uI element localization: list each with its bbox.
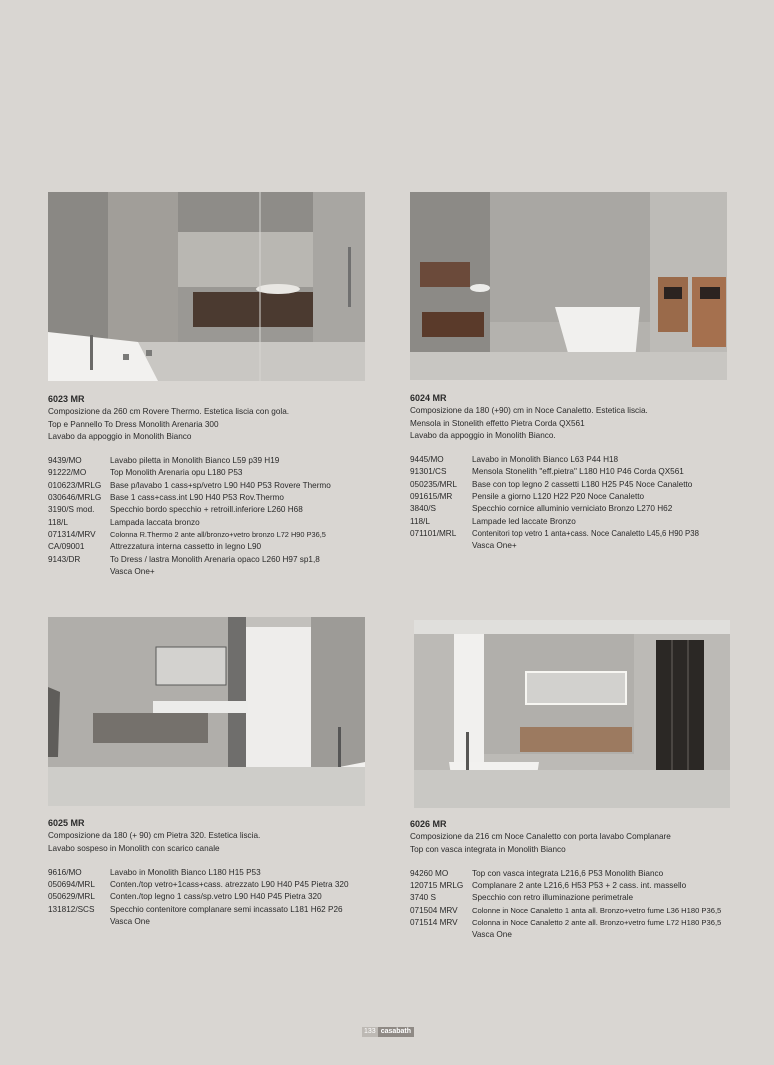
item-text: Top con vasca integrata L216,6 P53 Monolith Bianco — [472, 868, 664, 878]
product-code: 6023 MR — [48, 394, 85, 404]
item-row — [48, 492, 368, 504]
item-text: Specchio cornice alluminio verniciato Bronzo L270 H62 — [472, 504, 673, 514]
item-code: 091615/MR — [410, 492, 453, 502]
item-text: Vasca One+ — [472, 541, 517, 551]
product-code: 6026 MR — [410, 819, 447, 829]
item-row — [48, 504, 368, 516]
item-code: 9439/MO — [48, 456, 82, 466]
item-text: Top Monolith Arenaria opu L180 P53 — [110, 468, 243, 478]
item-text: Base 1 cass+cass.int L90 H40 P53 Rov.Thermo — [110, 493, 284, 503]
item-row — [410, 868, 740, 880]
item-row — [48, 541, 368, 553]
item-code: 071504 MRV — [410, 905, 458, 915]
item-code: 010623/MRLG — [48, 480, 102, 490]
product-desc-line: Top e Pannello To Dress Monolith Arenaria 300 — [48, 419, 219, 429]
product-6023 — [48, 393, 368, 578]
product-desc-line: Lavabo da appoggio in Monolith Bianco. — [410, 430, 556, 440]
item-text: Colonna R.Thermo 2 ante all/bronzo+vetro bronzo L72 H90 P36,5 — [110, 529, 326, 539]
item-code — [48, 916, 110, 928]
item-code: 91222/MO — [48, 468, 87, 478]
item-row — [410, 491, 740, 503]
item-row — [410, 917, 740, 929]
item-text: Colonne in Noce Canaletto 1 anta all. Bronzo+vetro fume L36 H180 P36,5 — [472, 905, 722, 915]
item-text: Colonna in Noce Canaletto 2 ante all. Bronzo+vetro fume L72 H180 P36,5 — [472, 918, 722, 928]
item-text: Vasca One — [472, 930, 512, 940]
item-code: 3190/S mod. — [48, 505, 95, 515]
item-code: 9616/MO — [48, 867, 82, 877]
item-code: 118/L — [410, 516, 430, 526]
item-code: 071514 MRV — [410, 918, 458, 928]
item-text: Vasca One — [110, 917, 150, 927]
product-desc-line: Composizione da 216 cm Noce Canaletto con porta lavabo Complanare — [410, 832, 671, 842]
item-row — [410, 479, 740, 491]
photo-6023 — [48, 192, 365, 381]
product-desc-line: Composizione da 260 cm Rovere Thermo. Estetica liscia con gola. — [48, 407, 290, 417]
item-text: Specchio con retro illuminazione perimetrale — [472, 893, 634, 903]
item-row — [410, 528, 740, 540]
item-row — [410, 466, 740, 478]
item-text: Vasca One+ — [110, 566, 155, 576]
item-row — [410, 454, 740, 466]
item-row — [410, 905, 740, 917]
product-code: 6025 MR — [48, 818, 85, 828]
item-text: Contenitori top vetro 1 anta+cass. Noce Canaletto L45,6 H90 P38 — [472, 528, 699, 538]
item-text: To Dress / lastra Monolith Arenaria opaco L260 H97 sp1,8 — [110, 554, 320, 564]
item-row — [48, 517, 368, 529]
item-code: 071314/MRV — [48, 529, 96, 539]
item-row — [410, 892, 740, 904]
item-row — [48, 879, 368, 891]
item-text: Base p/lavabo 1 cass+sp/vetro L90 H40 P53 Rovere Thermo — [110, 480, 331, 490]
item-row — [48, 467, 368, 479]
item-text: Lavabo in Monolith Bianco L180 H15 P53 — [110, 867, 261, 877]
product-desc-line: Mensola in Stonelith effetto Pietra Corda QX561 — [410, 418, 585, 428]
product-desc-line: Lavabo sospeso in Monolith con scarico canale — [48, 843, 220, 853]
item-row — [410, 540, 740, 552]
item-text: Lavabo in Monolith Bianco L63 P44 H18 — [472, 455, 619, 465]
item-row — [410, 503, 740, 515]
item-text: Pensile a giorno L120 H22 P20 Noce Canaletto — [472, 492, 645, 502]
item-row — [410, 516, 740, 528]
item-code: 9445/MO — [410, 455, 444, 465]
item-row — [48, 904, 368, 916]
item-code: 3740 S — [410, 893, 436, 903]
item-code — [410, 929, 472, 941]
product-desc-line: Top con vasca integrata in Monolith Bianco — [410, 844, 566, 854]
page-footer — [362, 1027, 412, 1037]
item-text: Conten./top legno 1 cass/sp.vetro L90 H40 P45 Pietra 320 — [110, 892, 322, 902]
item-code: 91301/CS — [410, 467, 447, 477]
item-row — [48, 867, 368, 879]
brand-label: casabath — [378, 1027, 414, 1037]
item-text: Specchio bordo specchio + retroill.inferiore L260 H68 — [110, 505, 303, 515]
item-code: 050629/MRL — [48, 892, 95, 902]
item-code — [410, 540, 472, 552]
photo-6026 — [414, 620, 730, 808]
item-code: 118/L — [48, 517, 68, 527]
item-code: 050694/MRL — [48, 880, 95, 890]
product-desc-line: Composizione da 180 (+ 90) cm Pietra 320. Estetica liscia. — [48, 831, 261, 841]
item-text: Specchio contenitore complanare semi incassato L181 H62 P26 — [110, 904, 343, 914]
item-code: 3840/S — [410, 504, 436, 514]
item-code: CA/09001 — [48, 542, 85, 552]
item-row — [410, 929, 740, 941]
product-6024 — [410, 392, 740, 553]
item-text: Complanare 2 ante L216,6 H53 P53 + 2 cass. int. massello — [472, 881, 687, 891]
item-text: Conten./top vetro+1cass+cass. atrezzato L90 H40 P45 Pietra 320 — [110, 880, 349, 890]
item-row — [410, 880, 740, 892]
product-code: 6024 MR — [410, 393, 447, 403]
item-text: Lampade led laccate Bronzo — [472, 516, 576, 526]
item-row — [48, 891, 368, 903]
item-code: 94260 MO — [410, 868, 449, 878]
page-number: 133 — [364, 1028, 376, 1035]
item-text: Mensola Stonelith "eff.pietra" L180 H10 P46 Corda QX561 — [472, 467, 684, 477]
item-code: 071101/MRL — [410, 528, 457, 538]
item-row — [48, 916, 368, 928]
item-code: 030646/MRLG — [48, 493, 102, 503]
product-desc-line: Lavabo da appoggio in Monolith Bianco — [48, 431, 192, 441]
product-desc-line: Composizione da 180 (+90) cm in Noce Canaletto. Estetica liscia. — [410, 406, 648, 416]
item-text: Lavabo piletta in Monolith Bianco L59 p39 H19 — [110, 456, 280, 466]
item-code: 131812/SCS — [48, 904, 95, 914]
item-row — [48, 554, 368, 566]
item-row — [48, 529, 368, 541]
product-6025 — [48, 817, 368, 928]
item-text: Base con top legno 2 cassetti L180 H25 P45 Noce Canaletto — [472, 479, 693, 489]
item-row — [48, 566, 368, 578]
item-row — [48, 455, 368, 467]
item-text: Attrezzatura interna cassetto in legno L90 — [110, 542, 262, 552]
item-code: 050235/MRL — [410, 479, 457, 489]
item-code: 9143/DR — [48, 554, 81, 564]
photo-6024 — [410, 192, 727, 380]
item-text: Lampada laccata bronzo — [110, 517, 200, 527]
item-code: 120715 MRLG — [410, 881, 464, 891]
product-6026 — [410, 818, 740, 942]
photo-6025 — [48, 617, 365, 806]
item-row — [48, 480, 368, 492]
item-code — [48, 566, 110, 578]
